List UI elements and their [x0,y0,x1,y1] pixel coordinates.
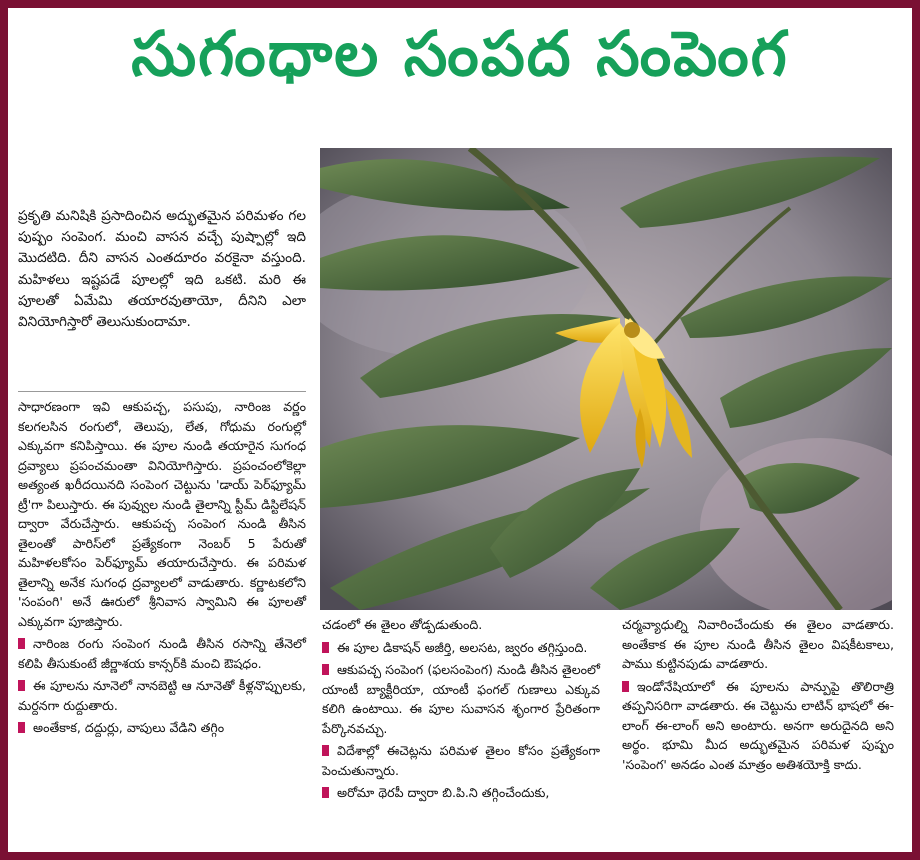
bullet-marker [18,638,25,649]
bullet-text: అరోమా థెరపీ ద్వారా బి.పి.ని తగ్గించేందుకు, [337,785,550,800]
sampenga-flower-image [320,148,892,610]
bullet-marker [18,722,25,733]
intro-divider [18,391,306,392]
bullet-text: ఈ పూల డికాషన్ అజీర్తి, అలసట, జ్వరం తగ్గిస్తుంది. [337,639,588,655]
bullet-text: ఆకుపచ్చ సంపెంగ (ఫలసంపెంగ) నుండి తీసిన తైలంలో యాంటీ బ్యాక్టీరియా, యాంటీ ఫంగల్ గుణాలు ఎక్కువ కలిగి ఉంటాయి. ఈ పూల సువాసన శృంగార ప్రేరితంగా పేర్కొనవచ్చు. [322,662,600,736]
flower-photo [320,148,892,610]
continued-text: చర్మవ్యాధుల్ని నివారించేందుకు ఈ తైలం వాడతారు. అంతేకాక ఈ పూల నుండి తీసిన తైలం విషకీటకాలు, పాము కుట్టినపుడు వాడతారు. [622,617,894,671]
list-item [322,741,600,780]
bullet-marker [322,642,329,653]
list-item [322,660,600,738]
bullet-marker [322,664,329,675]
middle-column [322,615,600,806]
bullet-marker [18,680,25,691]
list-item [322,783,600,803]
bullet-text: అంతేకాక, దద్దుర్లు, వాపులు వేడిని తగ్గిం [33,720,225,735]
left-column [18,397,306,741]
bullet-text: ఇండోనేషియాలో ఈ పూలను పాన్పుపై తొలిరాత్రి తప్పనిసరిగా వాడతారు. ఈ చెట్టును లాటిన్ భాషలో ఈ-లాంగ్ ఈ-లాంగ్ అని అంటారు. అనగా అరుదైనది అని అర్థం. భూమి మీద అద్భుతమైన పరిమళ పుష్పం 'సంపెంగ' అనడం ఎంత మాత్రం అతిశయోక్తి కాదు. [622,678,894,772]
continued-text: చడంలో ఈ తైలం తోడ్పడుతుంది. [322,617,483,632]
left-body-text: సాధారణంగా ఇవి ఆకుపచ్చ, పసుపు, నారింజ వర్ణం కలగలసిన రంగులో, తెలుపు, లేత, గోధుమ రంగుల్లో ఎక్కువగా కనిపిస్తాయి. ఈ పూల నుండి తయారైన సుగంధ ద్రవ్యాలు ప్రపంచమంతా వినియోగిస్తారు. ప్రపంచంలోకెల్లా అత్యంత ఖరీదయినది సంపెంగ చెట్టును 'డాయ్ పెర్‌ఫ్యూమ్ ట్రీ'గా పిలుస్తారు. ఈ పువ్వుల నుండి తైలాన్ని స్టీమ్ డిస్టిలేషన్ ద్వారా వేరుచేస్తారు. ఆకుపచ్చ సంపెంగ నుండి తీసిన తైలంతో పారిస్‌లో ప్రత్యేకంగా నెంబర్ 5 పేరుతో మహిళలకోసం పెర్‌ఫ్యూమ్ తయారుచేస్తారు. ఈ పరిమళ తైలాన్ని అనేక సుగంధ ద్రవ్యాలలో వాడుతారు. కర్ణాటకలోని 'సంపంగి' అనే ఊరులో శ్రీనివాస స్వామిని ఈ పూలతో ఎక్కువగా పూజిస్తారు. [18,399,306,629]
right-column [622,615,894,777]
intro-text: ప్రకృతి మనిషికి ప్రసాదించిన అద్భుతమైన పరిమళం గల పుష్పం సంపెంగ. మంచి వాసన వచ్చే పుష్పాల్లో ఇది మొదటిది. దీని వాసన ఎంతదూరం వరకైనా వస్తుంది. మహిళలు ఇష్టపడే పూలల్లో ఇది ఒకటి. మరి ఈ పూలతో ఏమేమి తయారవుతాయో, దీనిని ఎలా వినియోగిస్తారో తెలుసుకుందామా. [18,208,306,331]
bullet-marker [622,681,629,692]
bullet-text: విదేశాల్లో ఈచెట్లను పరిమళ తైలం కోసం ప్రత్యేకంగా పెంచుతున్నారు. [322,743,600,778]
bullet-text: నారింజ రంగు సంపెంగ నుండి తీసిన రసాన్ని తేనెలో కలిపి తీసుకుంటే జీర్ణాశయ కాన్సర్‌కి మంచి ఔషధం. [18,636,306,671]
bullet-marker [322,745,329,756]
list-item [18,676,306,715]
headline: సుగంధాల సంపద సంపెంగ [131,17,789,90]
list-item [18,718,306,738]
list-item [622,677,894,775]
bullet-text: ఈ పూలను నూనెలో నానబెట్టి ఆ నూనెతో కీళ్లనొప్పులకు, మర్దనగా రుద్దుతారు. [18,678,306,713]
list-item [322,638,600,658]
bullet-marker [322,787,329,798]
intro-paragraph [18,206,306,333]
list-item [18,634,306,673]
